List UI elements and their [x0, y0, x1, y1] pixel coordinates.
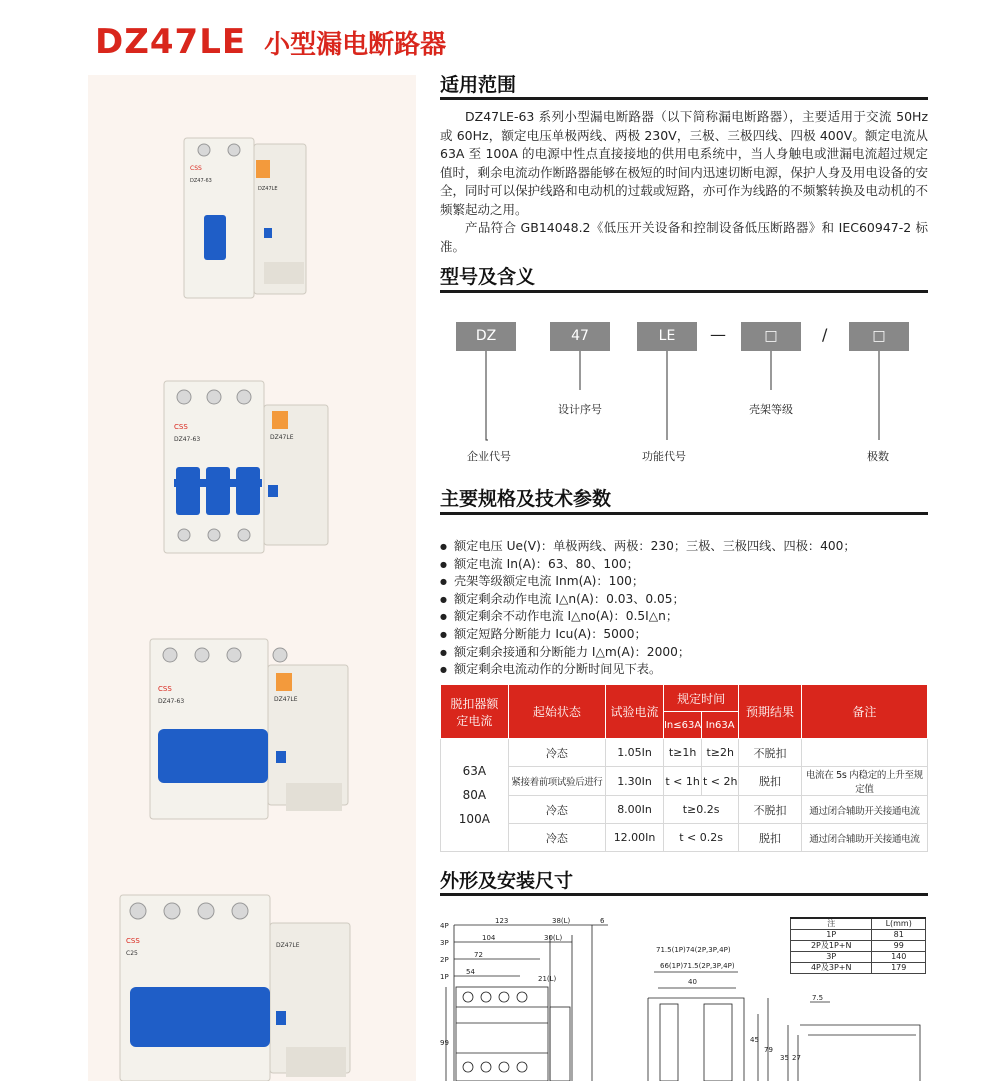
svg-text:99: 99: [440, 1039, 449, 1047]
spec-item: ● 额定电压 Ue(V)：单极两线、两极：230；三极、三极四线、四极：400；: [440, 538, 928, 556]
section-title-model: 型号及含义: [440, 266, 536, 288]
svg-text:38(L): 38(L): [552, 917, 571, 925]
svg-text:27: 27: [792, 1054, 801, 1062]
product-image-1p: [178, 130, 318, 305]
page-title: [95, 22, 446, 62]
svg-text:6: 6: [600, 917, 605, 925]
label-enterprise-code: 企业代号: [467, 450, 511, 463]
spec-item: ● 额定剩余接通和分断能力 I△m(A)：2000；: [440, 644, 928, 662]
svg-text:66(1P)71.5(2P,3P,4P): 66(1P)71.5(2P,3P,4P): [660, 962, 735, 970]
model-connector-lines: [440, 350, 928, 450]
section-title-scope: 适用范围: [440, 74, 517, 96]
svg-text:79: 79: [764, 1046, 773, 1054]
table-row: 冷态 12.00In t < 0.2s 脱扣 通过闭合辅助开关接通电流: [441, 824, 928, 852]
rated-currents-cell: 63A 80A 100A: [441, 739, 509, 852]
svg-text:CSS: CSS: [158, 685, 172, 693]
section-title-specs: 主要规格及技术参数: [440, 488, 612, 510]
section-divider: [440, 290, 928, 293]
svg-text:30(L): 30(L): [544, 934, 563, 942]
model-box-poles: □: [849, 322, 909, 351]
product-image-panel: [88, 75, 416, 1081]
svg-text:54: 54: [466, 968, 475, 976]
table-row: 1P 81: [791, 930, 926, 941]
svg-text:DZ47-63: DZ47-63: [190, 178, 212, 184]
section-divider: [440, 893, 928, 896]
product-image-3p: [160, 375, 340, 560]
side-dimension-drawing: [618, 942, 778, 1081]
header-time-le63: In≤63A: [663, 712, 701, 739]
table-row: 紧接着前项试验后进行 1.30In t < 1h t < 2h 脱扣 电流在 5s 内稳定的上升至规定值: [441, 767, 928, 796]
section-title-dimensions: 外形及安装尺寸: [440, 870, 574, 892]
brand-logo: CSS: [190, 165, 202, 172]
svg-text:71.5(1P)74(2P,3P,4P): 71.5(1P)74(2P,3P,4P): [656, 946, 731, 954]
model-dash: —: [710, 325, 726, 344]
din-rail-drawing: [780, 990, 930, 1081]
model-box-le: LE: [637, 322, 697, 351]
svg-text:DZ47LE: DZ47LE: [274, 696, 298, 703]
svg-text:CSS: CSS: [174, 423, 188, 431]
trip-time-table: [440, 684, 928, 852]
spec-item: ● 额定短路分断能力 Icu(A)：5000；: [440, 626, 928, 644]
model-box-dz: DZ: [456, 322, 516, 351]
svg-text:C25: C25: [126, 950, 138, 957]
intro-paragraph-2: 产品符合 GB14048.2《低压开关设备和控制设备低压断路器》和 IEC60947-2 标准。: [440, 220, 928, 254]
header-result: 预期结果: [739, 685, 802, 739]
spec-item: ● 额定剩余不动作电流 I△no(A)：0.5I△n；: [440, 608, 928, 626]
header-rated-current: 脱扣器额 定电流: [441, 685, 509, 739]
header-time: 规定时间: [663, 685, 738, 712]
section-divider: [440, 512, 928, 515]
product-image-3pn: [146, 633, 356, 833]
svg-text:72: 72: [474, 951, 483, 959]
label-design-code: 设计序号: [558, 403, 602, 416]
table-row: 63A 80A 100A 冷态 1.05In t≥1h t≥2h 不脱扣: [441, 739, 928, 767]
intro-text: [440, 108, 928, 256]
header-test-current: 试验电流: [606, 685, 664, 739]
model-box-frame: □: [741, 322, 801, 351]
label-frame-grade: 壳架等级: [749, 403, 793, 416]
svg-text:CSS: CSS: [126, 937, 140, 945]
model-slash: /: [822, 325, 828, 344]
product-image-4p: [116, 887, 356, 1081]
header-note: 备注: [801, 685, 927, 739]
svg-text:7.5: 7.5: [812, 994, 824, 1002]
table-row: 冷态 8.00In t≥0.2s 不脱扣 通过闭合辅助开关接通电流: [441, 796, 928, 824]
spec-list: [440, 538, 928, 679]
svg-text:DZ47LE: DZ47LE: [276, 942, 300, 949]
svg-text:DZ47LE: DZ47LE: [258, 186, 278, 192]
header-initial-state: 起始状态: [508, 685, 605, 739]
product-name: 小型漏电断路器: [264, 30, 447, 60]
spec-item: ● 额定电流 In(A)：63、80、100；: [440, 556, 928, 574]
header-time-gt63: In63A: [702, 712, 739, 739]
svg-text:104: 104: [482, 934, 496, 942]
intro-paragraph-1: DZ47LE-63 系列小型漏电断路器（以下简称漏电断路器），主要适用于交流 50Hz 或 60Hz，额定电压单极两线、两极 230V，三极、三极四线、四极 400V。额定电流从 63A 至 100A 的电源中性点直接接地的供用电系统中，当人身触电或泄漏电流超过规定值时，剩余电流动作断路器能够在极短的时间内迅速切断电源，保护人身及用电设备的安全，同时可以保护线路和电动机的过载或短路，亦可作为线路的不频繁转换及电动机的不频繁起动之用。: [440, 109, 928, 217]
svg-text:40: 40: [688, 978, 697, 986]
svg-text:3P: 3P: [440, 939, 449, 947]
svg-text:DZ47-63: DZ47-63: [158, 698, 185, 705]
spec-item: ● 壳架等级额定电流 Inm(A)：100；: [440, 573, 928, 591]
svg-text:1P: 1P: [440, 973, 449, 981]
table-row: 4P及3P+N 179: [791, 963, 926, 974]
table-row: 3P 140: [791, 952, 926, 963]
svg-text:35: 35: [780, 1054, 789, 1062]
svg-text:123: 123: [495, 917, 509, 925]
section-divider: [440, 97, 928, 100]
svg-text:DZ47LE: DZ47LE: [270, 434, 294, 441]
svg-text:45: 45: [750, 1036, 759, 1044]
svg-text:DZ47-63: DZ47-63: [174, 436, 201, 443]
svg-text:2P: 2P: [440, 956, 449, 964]
dimension-table: 注 L(mm) 1P 81 2P及1P+N 99 3P 140 4P及3P+N 179: [790, 917, 926, 974]
svg-text:4P: 4P: [440, 922, 449, 930]
front-dimension-drawing: [440, 915, 616, 1081]
table-row: 2P及1P+N 99: [791, 941, 926, 952]
spec-item: ● 额定剩余电流动作的分断时间见下表。: [440, 661, 928, 679]
label-function-code: 功能代号: [642, 450, 686, 463]
svg-text:21(L): 21(L): [538, 975, 557, 983]
model-box-47: 47: [550, 322, 610, 351]
product-code: DZ47LE: [95, 22, 247, 62]
label-poles: 极数: [867, 450, 889, 463]
spec-item: ● 额定剩余动作电流 I△n(A)：0.03、0.05；: [440, 591, 928, 609]
